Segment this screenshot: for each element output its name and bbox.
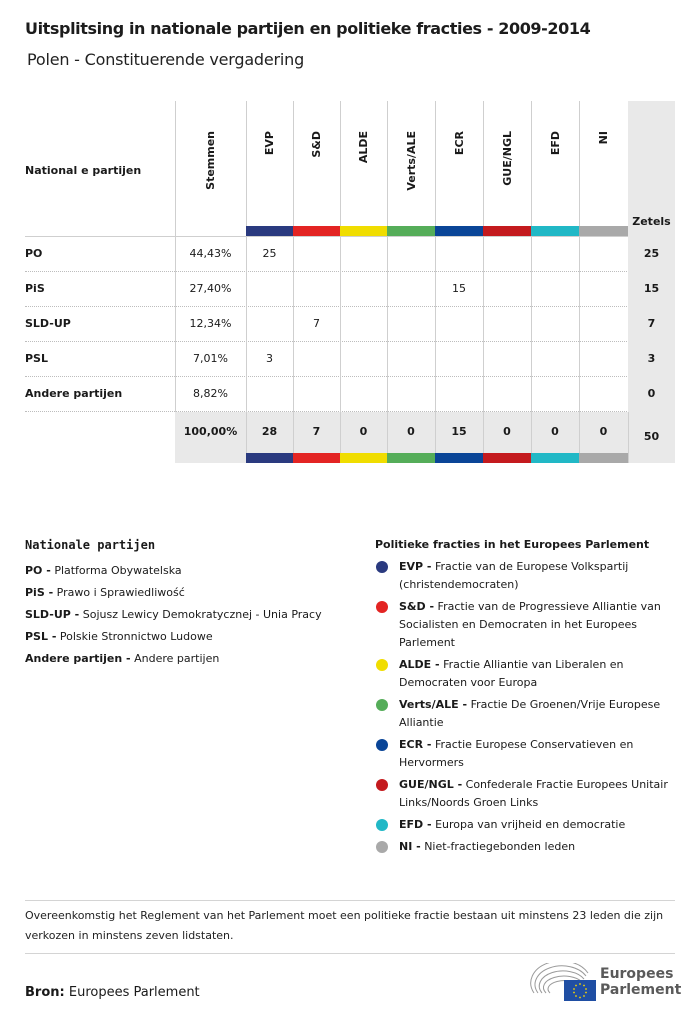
vote-share: 8,82%	[193, 387, 228, 400]
table-row	[25, 237, 675, 272]
color-dot-icon	[376, 699, 388, 711]
seat-cell	[246, 307, 293, 342]
page-subtitle: Polen - Constituerende vergadering	[27, 50, 305, 69]
color-bar-alde	[340, 453, 387, 463]
legend-title: Politieke fracties in het Europees Parlement	[375, 538, 650, 551]
seat-cell	[531, 237, 579, 272]
source: Bron: Europees Parlement	[25, 985, 200, 1000]
party-name: Andere partijen	[25, 387, 123, 400]
legend-item: SLD-UP - Sojusz Lewicy Demokratycznej - Unia Pracy	[25, 608, 322, 621]
legend-item: Andere partijen - Andere partijen	[25, 652, 220, 665]
total-seat-cell: 0	[359, 425, 368, 438]
color-bar-ecr	[435, 226, 483, 236]
total-seat-cell: 0	[551, 425, 559, 438]
seat-cell: 7	[313, 317, 320, 330]
total-seat-cell: 0	[599, 425, 608, 438]
national-parties-legend	[25, 538, 322, 670]
seat-cell	[579, 272, 628, 307]
seat-cell	[387, 377, 435, 412]
color-bar-efd	[531, 226, 579, 236]
grand-total-seats: 50	[643, 430, 660, 443]
footnote: Overeenkomstig het Reglement van het Parlement moet een politieke fractie bestaan uit minstens 23 leden die zijn verkozen in minstens zeven lidstaten.	[25, 909, 664, 942]
seat-cell	[531, 307, 579, 342]
party-name: PiS	[25, 282, 45, 295]
party-name: PSL	[25, 352, 48, 365]
seat-cell	[483, 377, 531, 412]
totals-row	[25, 412, 675, 463]
seat-cell	[387, 307, 435, 342]
color-dot-icon	[376, 819, 388, 831]
color-bar-sd	[293, 226, 340, 236]
total-seats: 3	[628, 342, 675, 377]
seat-cell: 15	[452, 282, 466, 295]
color-dot-icon	[376, 561, 388, 573]
table-row	[25, 272, 675, 307]
seat-cell	[531, 342, 579, 377]
table-header	[25, 101, 675, 237]
seat-cell	[435, 342, 483, 377]
european-parliament-logo: Europees Parlement	[530, 963, 680, 1003]
color-dot-icon	[376, 659, 388, 671]
group-header-verts-ale: Verts/ALE	[404, 131, 418, 191]
seat-cell	[531, 377, 579, 412]
divider	[25, 900, 675, 901]
seat-cell	[387, 342, 435, 377]
legend-item: ECR - Fractie Europese Conservatieven en Hervormers	[375, 736, 675, 772]
table-row	[25, 377, 675, 412]
group-header-ni: NI	[597, 131, 610, 145]
color-bar-sd	[293, 453, 340, 463]
color-bar-gue-ngl	[483, 453, 531, 463]
seat-cell: 3	[266, 352, 273, 365]
color-bar-alde	[340, 226, 387, 236]
color-dot-icon	[376, 739, 388, 751]
color-dot-icon	[376, 601, 388, 613]
group-header-alde: ALDE	[357, 131, 370, 164]
color-bar-ni	[579, 453, 628, 463]
legend-item: S&D - Fractie van de Progressieve Alliantie van Socialisten en Democraten in het Europees Parlement	[375, 598, 675, 652]
seats-table	[25, 101, 675, 463]
hemicycle-icon	[530, 963, 598, 1003]
seat-cell	[579, 377, 628, 412]
seat-cell	[293, 342, 340, 377]
group-header-efd: EFD	[548, 131, 562, 156]
seat-cell	[483, 272, 531, 307]
seat-cell	[340, 237, 387, 272]
seat-cell	[340, 342, 387, 377]
table-row	[25, 307, 675, 342]
seat-cell	[483, 237, 531, 272]
group-header-evp: EVP	[263, 131, 276, 156]
party-name: PO	[25, 247, 43, 260]
vote-share: 27,40%	[189, 282, 232, 295]
seat-cell	[387, 272, 435, 307]
seat-cell	[579, 342, 628, 377]
table-row	[25, 342, 675, 377]
legend-item: GUE/NGL - Confederale Fractie Europees Unitair Links/Noords Groen Links	[375, 776, 675, 812]
color-bar-verts-ale	[387, 453, 435, 463]
seat-cell: 25	[262, 247, 277, 260]
legend-item: EFD - Europa van vrijheid en democratie	[375, 816, 675, 834]
color-bar-efd	[531, 453, 579, 463]
color-bar-evp	[246, 226, 293, 236]
color-bar-ecr	[435, 453, 483, 463]
color-bar-evp	[246, 453, 293, 463]
seat-cell	[531, 272, 579, 307]
seat-cell	[435, 377, 483, 412]
seat-cell	[579, 237, 628, 272]
total-seats: 0	[628, 377, 675, 412]
page-title: Uitsplitsing in nationale partijen en politieke fracties - 2009-2014	[25, 19, 591, 38]
legend-item: EVP - Fractie van de Europese Volkspartij (christendemocraten)	[375, 558, 675, 594]
seat-cell	[387, 237, 435, 272]
color-bar-verts-ale	[387, 226, 435, 236]
total-seat-cell: 7	[312, 425, 321, 438]
party-name: SLD-UP	[25, 317, 71, 330]
seat-cell	[435, 237, 483, 272]
political-groups-legend	[375, 538, 675, 860]
seat-cell	[293, 237, 340, 272]
group-header-ecr: ECR	[452, 131, 466, 156]
national-parties-header: National e partijen	[25, 164, 142, 177]
seat-cell	[340, 377, 387, 412]
color-dot-icon	[376, 779, 388, 791]
color-bar-ni	[579, 226, 628, 236]
seat-cell	[293, 377, 340, 412]
total-seat-cell: 0	[407, 425, 415, 438]
legend-item: PO - Platforma Obywatelska	[25, 564, 182, 577]
vote-share: 44,43%	[189, 247, 232, 260]
color-bar-gue-ngl	[483, 226, 531, 236]
legend-item: Verts/ALE - Fractie De Groenen/Vrije Europese Alliantie	[375, 696, 675, 732]
color-dot-icon	[376, 841, 388, 853]
total-seats: 7	[628, 307, 675, 342]
group-header-sd: S&D	[310, 131, 323, 158]
total-seats: 15	[628, 272, 675, 307]
total-vote-share: 100,00%	[183, 425, 238, 438]
seat-cell	[293, 272, 340, 307]
total-seats: 25	[628, 237, 675, 272]
legend-item: PSL - Polskie Stronnictwo Ludowe	[25, 630, 213, 643]
stemmen-header: Stemmen	[204, 131, 217, 190]
seat-cell	[579, 307, 628, 342]
seat-cell	[246, 377, 293, 412]
zetels-header: Zetels	[628, 101, 675, 237]
seat-cell	[483, 342, 531, 377]
seat-cell	[435, 307, 483, 342]
legend-item: PiS - Prawo i Sprawiedliwość	[25, 586, 185, 599]
vote-share: 12,34%	[189, 317, 232, 330]
total-seat-cell: 28	[261, 425, 278, 438]
legend-item: ALDE - Fractie Alliantie van Liberalen en Democraten voor Europa	[375, 656, 675, 692]
seat-cell	[246, 272, 293, 307]
total-seat-cell: 15	[451, 425, 467, 438]
seat-cell	[340, 307, 387, 342]
seat-cell	[340, 272, 387, 307]
seat-cell	[483, 307, 531, 342]
total-seat-cell: 0	[503, 425, 511, 438]
legend-item: NI - Niet-fractiegebonden leden	[375, 838, 675, 856]
group-header-gue-ngl: GUE/NGL	[500, 131, 514, 186]
legend-title: Nationale partijen	[25, 538, 156, 552]
divider	[25, 953, 675, 954]
vote-share: 7,01%	[193, 352, 228, 365]
